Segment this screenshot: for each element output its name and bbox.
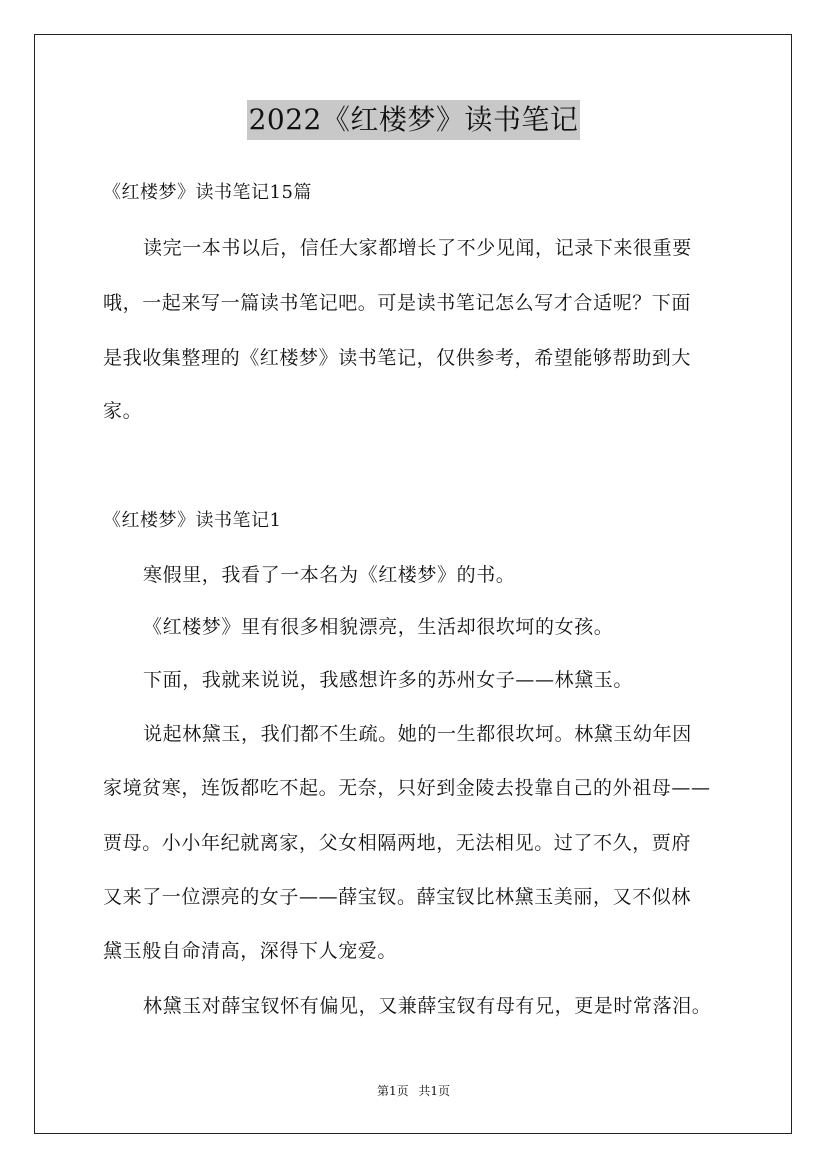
body-line-3: 下面，我就来说说，我感想许多的苏州女子——林黛玉。 [143, 669, 634, 691]
body-line-4: 说起林黛玉，我们都不生疏。她的一生都很坎坷。林黛玉幼年因 [143, 723, 692, 745]
document-subtitle: 《红楼梦》读书笔记15篇 [103, 182, 312, 203]
page-total: 共1页 [418, 1084, 451, 1098]
intro-line-1: 读完一本书以后，信任大家都增长了不少见闻，记录下来很重要 [143, 237, 692, 259]
body-line-7: 又来了一位漂亮的女子——薛宝钗。薛宝钗比林黛玉美丽，又不似林 [103, 886, 692, 908]
body-line-5: 家境贫寒，连饭都吃不起。无奈，只好到金陵去投靠自己的外祖母—— [103, 777, 711, 799]
page-number: 第1页 [376, 1084, 409, 1098]
body-line-2: 《红楼梦》里有很多相貌漂亮，生活却很坎坷的女孩。 [143, 616, 614, 638]
page-footer [0, 1083, 827, 1099]
body-line-6: 贾母。小小年纪就离家，父女相隔两地，无法相见。过了不久，贾府 [103, 832, 692, 854]
body-line-9: 林黛玉对薛宝钗怀有偏见，又兼薛宝钗有母有兄，更是时常落泪。 [143, 995, 712, 1017]
body-line-8: 黛玉般自命清高，深得下人宠爱。 [103, 940, 398, 962]
title-container [0, 100, 827, 140]
intro-line-3: 是我收集整理的《红楼梦》读书笔记，仅供参考，希望能够帮助到大 [103, 347, 692, 369]
intro-line-2: 哦，一起来写一篇读书笔记吧。可是读书笔记怎么写才合适呢？下面 [103, 292, 692, 314]
body-line-1: 寒假里，我看了一本名为《红楼梦》的书。 [143, 564, 516, 586]
document-title: 2022《红楼梦》读书笔记 [247, 100, 581, 140]
intro-line-4: 家。 [103, 400, 143, 422]
section-heading: 《红楼梦》读书笔记1 [103, 510, 282, 531]
